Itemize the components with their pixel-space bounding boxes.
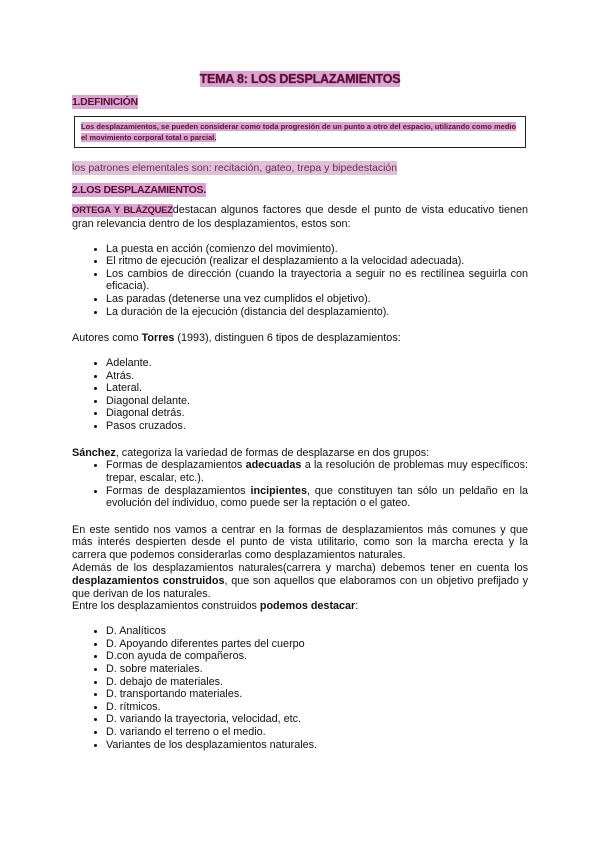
list-item: • Pasos cruzados. (106, 420, 528, 433)
torres-name: Torres (141, 332, 175, 345)
paragraph-1: En este sentido nos vamos a centrar en la formas de desplazamientos más comunes y que más interés despierten desde el punto de vista utilitario, como son la marcha erecta y la carrera que podemos considerarlas como desplazamientos naturales. (72, 523, 528, 562)
list-item: • D.con ayuda de compañeros. (106, 650, 528, 663)
list-item: • Los cambios de dirección (cuando la trayectoria a seguir no es rectilínea seguirla con eficacia). (106, 268, 528, 293)
list-item: • D. Apoyando diferentes partes del cuerpo (106, 638, 528, 651)
definition-text: Los desplazamientos, se pueden considerar como toda progresión de un punto a otro del espacio, utilizando como medio el movimiento corporal total o parcial. (81, 122, 517, 142)
group-bold: adecuadas (245, 459, 302, 472)
sanchez-paragraph (72, 447, 528, 460)
torres-pre: Autores como (72, 332, 142, 345)
group-post: , que constituyen tan sólo un peldaño en la evolución del individuo, como puede ser la reptación o el gateo. (106, 484, 528, 510)
list-item: • D. variando la trayectoria, velocidad, etc. (106, 713, 528, 726)
list-item: • D. debajo de materiales. (106, 676, 528, 689)
section-1-heading (72, 96, 528, 108)
intro-author: ORTEGA Y BLÁZQUEZ (72, 205, 173, 216)
list-item: • Atrás. (106, 370, 528, 383)
torres-post: (1993), distinguen 6 tipos de desplazamientos: (174, 332, 401, 345)
list-item: • La puesta en acción (comienzo del movimiento). (106, 243, 528, 256)
list-item: • El ritmo de ejecución (realizar el desplazamiento a la velocidad adecuada). (106, 255, 528, 268)
group-pre: Formas de desplazamientos (106, 459, 246, 472)
elemental-patterns-text: los patrones elementales son: recitación, gateo, trepa y bipedestación (72, 162, 398, 174)
group-pre: Formas de desplazamientos (106, 484, 251, 497)
torres-types-list (72, 357, 528, 433)
intro-text: destacan algunos factores que desde el punto de vista educativo tienen gran relevancia dentro de los desplazamientos, estos son: (72, 204, 528, 230)
list-item: • Variantes de los desplazamientos naturales. (106, 739, 528, 752)
section-1-heading-text: 1.DEFINICIÓN (72, 96, 138, 108)
sanchez-groups-list (72, 459, 528, 509)
list-item: • D. Analíticos (106, 625, 528, 638)
list-item: • D. rítmicos. (106, 701, 528, 714)
elemental-patterns-note (72, 162, 528, 174)
list-item (106, 485, 528, 510)
constructed-list (72, 625, 528, 751)
page-title-text: TEMA 8: LOS DESPLAZAMIENTOS (199, 72, 401, 86)
list-item: • La duración de la ejecución (distancia del desplazamiento). (106, 306, 528, 319)
factors-list (72, 243, 528, 319)
page-title (72, 72, 528, 86)
para3-bold: podemos destacar (259, 600, 356, 613)
section-2-heading-text: 2.LOS DESPLAZAMIENTOS. (72, 184, 206, 196)
list-item: • Las paradas (detenerse una vez cumplidos el objetivo). (106, 293, 528, 306)
list-item: • Adelante. (106, 357, 528, 370)
list-item: • Lateral. (106, 382, 528, 395)
list-item: • D. variando el terreno o el medio. (106, 726, 528, 739)
sanchez-name: Sánchez (72, 446, 116, 459)
list-item: • Diagonal detrás. (106, 407, 528, 420)
list-item: • Diagonal delante. (106, 395, 528, 408)
para3-post: : (355, 600, 359, 613)
para2-bold: desplazamientos construidos (72, 574, 225, 587)
list-item: • D. transportando materiales. (106, 688, 528, 701)
group-bold: incipientes (250, 484, 307, 497)
section-2-heading (72, 184, 528, 196)
para2-pre: Además de los desplazamientos naturales(carrera y marcha) debemos tener en cuenta los (72, 562, 528, 575)
list-item: • D. sobre materiales. (106, 663, 528, 676)
group-post: a la resolución de problemas muy específicos: trepar, escalar, etc.). (106, 459, 528, 484)
definition-box (74, 116, 526, 148)
paragraph-3 (72, 600, 528, 613)
paragraph-2 (72, 562, 528, 600)
torres-paragraph (72, 332, 528, 345)
para2-post: , que son aquellos que elaboramos con un objetivo prefijado y que derivan de los naturales. (72, 574, 529, 600)
para3-pre: Entre los desplazamientos construidos (72, 600, 260, 613)
list-item (106, 459, 528, 484)
sanchez-text: , categoriza la variedad de formas de desplazarse en dos grupos: (115, 446, 430, 459)
intro-paragraph (72, 204, 528, 231)
